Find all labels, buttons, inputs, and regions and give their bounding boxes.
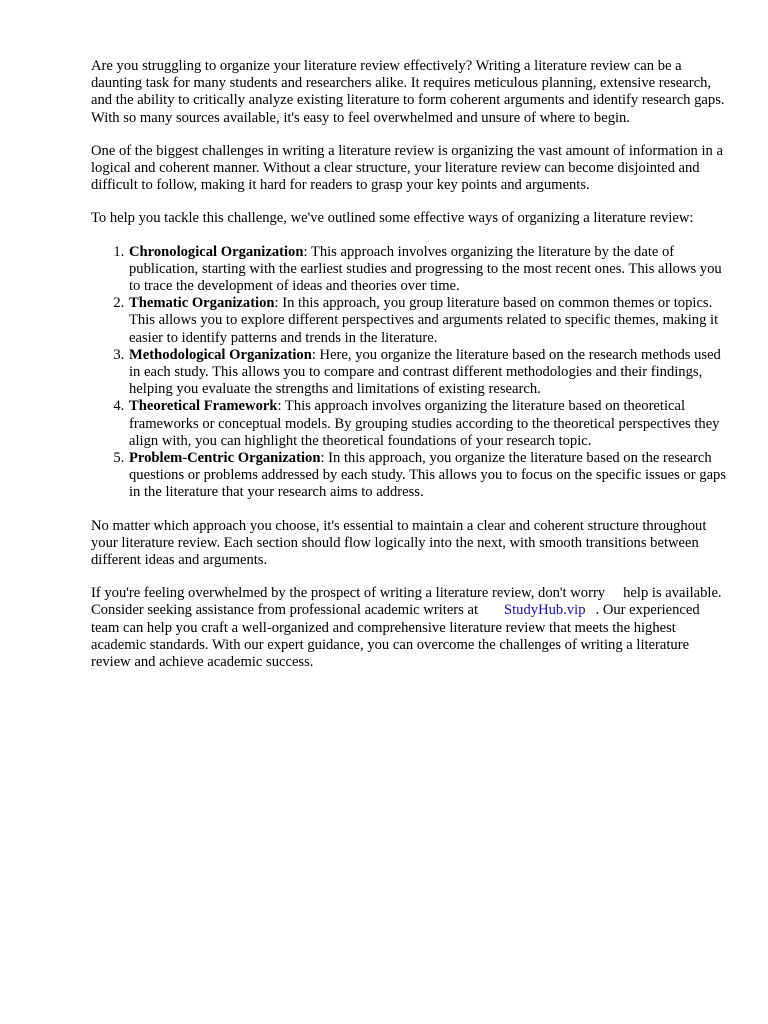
- list-item-text: In this approach, you organize the literature based on the research questions or problems addressed by each study. This allows you to focus on the specific issues or gaps in the literature that your research aims to address.: [129, 450, 727, 501]
- list-item-theoretical: [128, 398, 731, 450]
- list-item-text: This approach involves organizing the literature based on theoretical frameworks or conceptual models. By grouping studies according to the theoretical perspectives they align with, you can highlight the theoretical foundations of your research topic.: [129, 398, 720, 449]
- organization-methods-list: [91, 244, 731, 502]
- closing-text-1: If you're feeling overwhelmed by the prospect of writing a literature review, don't worry: [91, 585, 606, 602]
- studyhub-link[interactable]: StudyHub.vip: [504, 602, 586, 619]
- term-methodological: Methodological Organization: [129, 346, 312, 363]
- list-item-text: Here, you organize the literature based on the research methods used in each study. This allows you to compare and contrast different methodologies and their findings, helping you evaluate the strengths and limitations of existing research.: [129, 346, 721, 398]
- term-separator: :: [303, 243, 308, 260]
- list-item-thematic: [128, 295, 731, 347]
- list-item-text: In this approach, you group literature based on common themes or topics. This allows you to explore different perspectives and arguments related to specific themes, making it easier to identify patterns and trends in the literature.: [129, 295, 719, 346]
- closing-paragraph: [91, 585, 731, 671]
- list-item-text: This approach involves organizing the literature by the date of publication, starting with the earliest studies and progressing to the most recent ones. This allows you to trace the development of ideas and theories over time.: [129, 243, 722, 295]
- term-chronological: Chronological Organization: [129, 243, 304, 260]
- conclusion-paragraph: No matter which approach you choose, it's essential to maintain a clear and coherent structure throughout your literature review. Each section should flow logically into the next, with smooth transitions between different ideas and arguments.: [91, 517, 707, 569]
- term-separator: :: [311, 346, 316, 363]
- term-theoretical: Theoretical Framework: [129, 398, 278, 415]
- intro-paragraph-3: To help you tackle this challenge, we've outlined some effective ways of organizing a literature review:: [91, 210, 694, 227]
- list-item-problem-centric: [128, 450, 731, 502]
- term-problem-centric: Problem-Centric Organization: [129, 450, 321, 467]
- intro-paragraph-2: One of the biggest challenges in writing a literature review is organizing the vast amount of information in a logical and coherent manner. Without a clear structure, your literature review can become disjointed and difficult to follow, making it hard for readers to grasp your key points and arguments.: [91, 142, 723, 194]
- term-separator: :: [277, 398, 282, 415]
- intro-paragraph-1: Are you struggling to organize your literature review effectively? Writing a literature review can be a daunting task for many students and researchers alike. It requires meticulous planning, extensive research, and the ability to critically analyze existing literature to form coherent arguments and identify research gaps. With so many sources available, it's easy to feel overwhelmed and unsure of where to begin.: [91, 58, 725, 126]
- list-item-methodological: [128, 347, 731, 399]
- list-item-chronological: [128, 244, 731, 296]
- term-separator: :: [274, 295, 279, 312]
- closing-text-4: Our experienced team can help you craft a well-organized and comprehensive literature review that meets the highest academic standards. With our expert guidance, you can overcome the challenges of writing a literature review and achieve academic success.: [91, 602, 700, 671]
- term-thematic: Thematic Organization: [129, 295, 275, 312]
- term-separator: :: [320, 450, 325, 467]
- closing-text-2: help is available. Consider seeking assistance from professional academic writers at: [91, 585, 722, 619]
- document-page: [91, 58, 731, 687]
- closing-text-3: .: [595, 602, 600, 619]
